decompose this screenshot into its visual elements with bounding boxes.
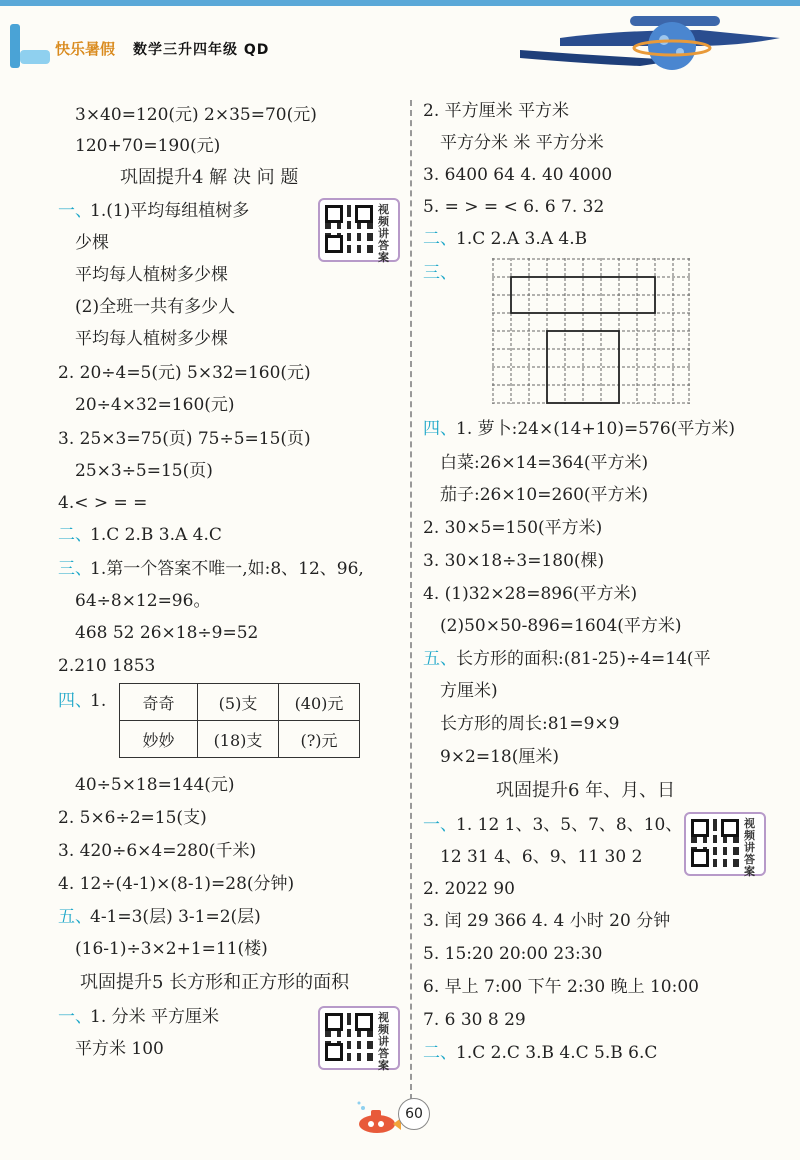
- answer-line: 1.C 2.A 3.A 4.B: [456, 229, 588, 249]
- answer-line: 1.(1)平均每组植树多: [90, 201, 250, 221]
- answer-line: 7. 6 30 8 29: [423, 1010, 526, 1030]
- answer-line: (2)全班一共有多少人: [75, 297, 236, 317]
- page-header: [0, 0, 800, 92]
- qr-finder: [691, 849, 709, 867]
- answer-line: 4-1=3(层) 3-1=2(层): [90, 907, 261, 927]
- answer-line: 1.第一个答案不唯一,如:8、12、96,: [90, 559, 364, 579]
- header-decoration: [0, 0, 800, 92]
- table-row: [120, 721, 360, 758]
- qr-label: 视频讲答案: [378, 1011, 389, 1072]
- answer-line: 1. 萝卜:24×(14+10)=576(平方米): [456, 419, 735, 439]
- table-cell: 奇奇: [120, 684, 198, 721]
- answer-line: 平方分米 米 平方分米: [440, 133, 604, 153]
- grid-figure: [492, 258, 692, 408]
- answer-line: 2. 30×5=150(平方米): [423, 518, 603, 538]
- section-marker: 二、: [423, 229, 457, 249]
- video-qr-code[interactable]: [318, 198, 400, 262]
- answer-line: 平均每人植树多少棵: [75, 265, 228, 285]
- answer-line: 3×40=120(元) 2×35=70(元): [75, 105, 317, 125]
- answer-line: 20÷4×32=160(元): [75, 395, 235, 415]
- section-title-4: 巩固提升4 解 决 问 题: [120, 167, 299, 188]
- answer-line: 3. 闰 29 366 4. 4 小时 20 分钟: [423, 911, 671, 931]
- answer-line: 长方形的周长:81=9×9: [440, 714, 620, 734]
- qr-finder: [325, 205, 343, 223]
- answer-line: 12 31 4、6、9、11 30 2: [440, 847, 643, 867]
- answer-line: 4.< > = =: [58, 493, 148, 513]
- answer-line: 1.: [90, 691, 107, 711]
- section-marker: 五、: [423, 649, 457, 669]
- answer-line: 120+70=190(元): [75, 136, 221, 156]
- video-qr-code[interactable]: [318, 1006, 400, 1070]
- qr-label: 视频讲答案: [378, 203, 389, 264]
- section-marker: 二、: [58, 525, 92, 545]
- answer-line: 25×3÷5=15(页): [75, 461, 213, 481]
- answer-line: (2)50×50-896=1604(平方米): [440, 616, 682, 636]
- answer-line: 2. 5×6÷2=15(支): [58, 808, 207, 828]
- table-cell: (40)元: [279, 684, 360, 721]
- qr-finder: [325, 235, 343, 253]
- qr-finder: [325, 1043, 343, 1061]
- answer-line: 方厘米): [440, 681, 498, 701]
- section-marker: 五、: [58, 907, 92, 927]
- answer-line: 2. 20÷4=5(元) 5×32=160(元): [58, 363, 311, 383]
- section-marker: 四、: [423, 419, 457, 439]
- qr-finder: [691, 819, 709, 837]
- section-marker: 三、: [423, 263, 457, 283]
- subject-title: 数学三升四年级 QD: [133, 42, 270, 58]
- answer-line: 1. 12 1、3、5、7、8、10、: [456, 815, 683, 835]
- section-marker: 一、: [58, 1007, 92, 1027]
- table-cell: (18)支: [198, 721, 279, 758]
- answer-line: (16-1)÷3×2+1=11(楼): [75, 939, 268, 959]
- answer-line: 1. 分米 平方厘米: [90, 1007, 220, 1027]
- answer-line: 468 52 26×18÷9=52: [75, 623, 259, 643]
- answer-line: 白菜:26×14=364(平方米): [440, 453, 649, 473]
- answer-line: 3. 420÷6×4=280(千米): [58, 841, 257, 861]
- qr-finder: [355, 205, 373, 223]
- page-number: 60: [398, 1098, 430, 1130]
- brand-title: 快乐暑假: [55, 40, 116, 58]
- answer-line: 5. = > = < 6. 6 7. 32: [423, 197, 605, 217]
- answer-line: 6. 早上 7:00 下午 2:30 晚上 10:00: [423, 977, 699, 997]
- answer-line: 少棵: [75, 233, 109, 253]
- answer-line: 40÷5×18=144(元): [75, 775, 235, 795]
- answer-line: 2.210 1853: [58, 656, 156, 676]
- section-marker: 三、: [58, 559, 92, 579]
- answer-line: 平均每人植树多少棵: [75, 329, 228, 349]
- section-title-6: 巩固提升6 年、月、日: [496, 780, 676, 801]
- table-row: [120, 684, 360, 721]
- section-marker: 一、: [58, 201, 92, 221]
- answer-line: 3. 25×3=75(页) 75÷5=15(页): [58, 429, 311, 449]
- answer-line: 9×2=18(厘米): [440, 747, 560, 767]
- answer-line: 2. 平方厘米 平方米: [423, 101, 570, 121]
- video-qr-code[interactable]: [684, 812, 766, 876]
- answer-line: 5. 15:20 20:00 23:30: [423, 944, 603, 964]
- column-divider: [410, 100, 412, 1100]
- qr-finder: [325, 1013, 343, 1031]
- section-marker: 一、: [423, 815, 457, 835]
- answer-line: 4. (1)32×28=896(平方米): [423, 584, 638, 604]
- answer-line: 64÷8×12=96。: [75, 591, 211, 611]
- answer-line: 3. 30×18÷3=180(棵): [423, 551, 605, 571]
- answer-line: 平方米 100: [75, 1039, 164, 1059]
- table-cell: (?)元: [279, 721, 360, 758]
- qr-finder: [355, 1013, 373, 1031]
- qr-label: 视频讲答案: [744, 817, 755, 878]
- table-cell: 妙妙: [120, 721, 198, 758]
- answer-line: 2. 2022 90: [423, 879, 515, 899]
- qr-finder: [721, 819, 739, 837]
- answer-line: 长方形的面积:(81-25)÷4=14(平: [456, 649, 711, 669]
- answer-line: 1.C 2.C 3.B 4.C 5.B 6.C: [456, 1043, 658, 1063]
- section-marker: 二、: [423, 1043, 457, 1063]
- table-cell: (5)支: [198, 684, 279, 721]
- answer-line: 1.C 2.B 3.A 4.C: [90, 525, 222, 545]
- answer-line: 3. 6400 64 4. 40 4000: [423, 165, 613, 185]
- submarine-icon: [355, 1100, 405, 1140]
- answer-line: 4. 12÷(4-1)×(8-1)=28(分钟): [58, 874, 295, 894]
- answer-table: [119, 683, 360, 758]
- answer-line: 茄子:26×10=260(平方米): [440, 485, 649, 505]
- section-marker: 四、: [58, 691, 92, 711]
- section-title-5: 巩固提升5 长方形和正方形的面积: [80, 972, 350, 993]
